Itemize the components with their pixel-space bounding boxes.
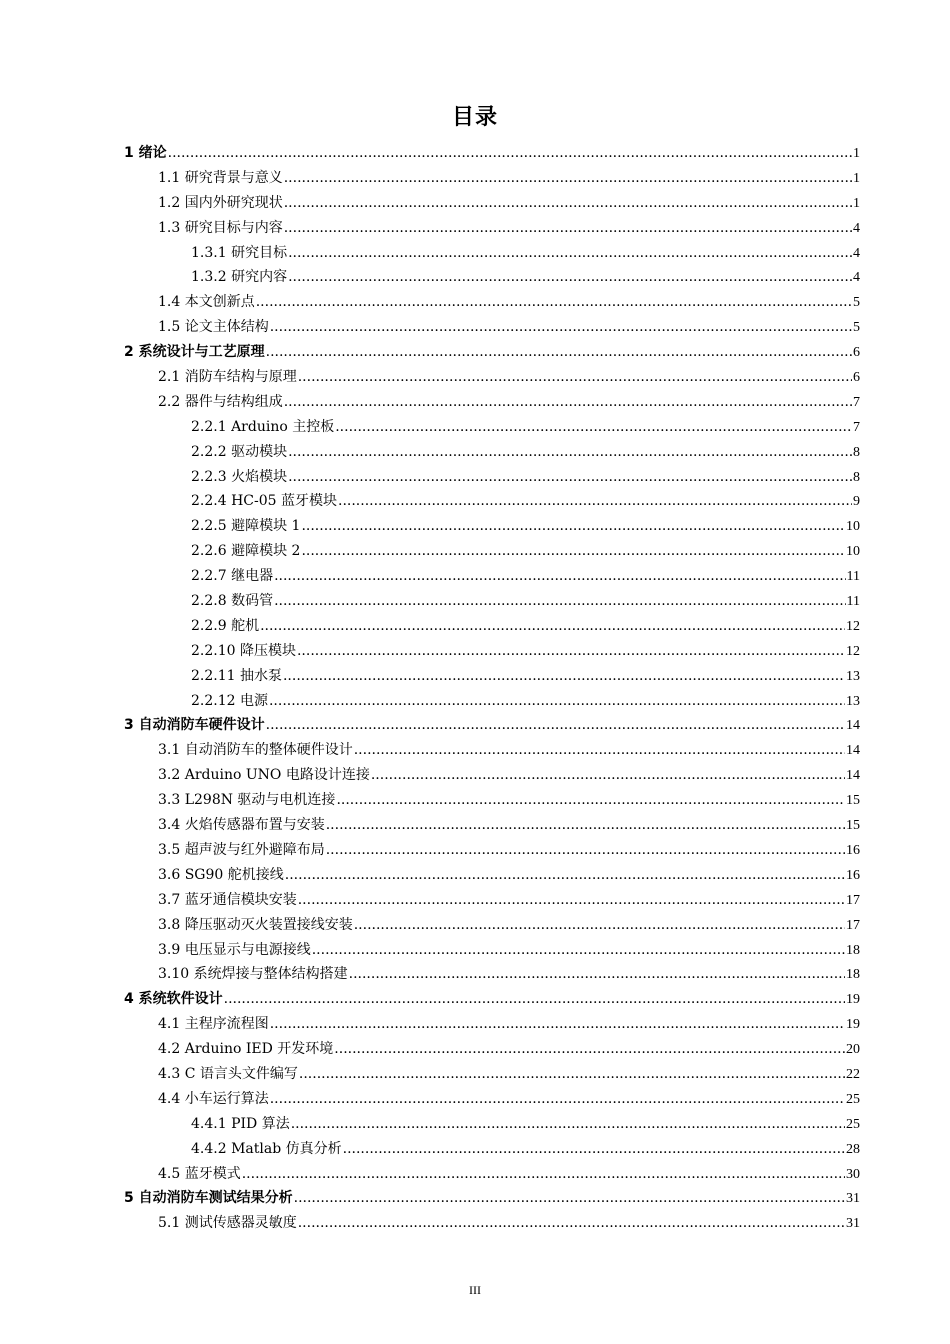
toc-entry-page: 4 — [853, 270, 860, 286]
dot-leader — [284, 390, 852, 415]
toc-entry-title: 4.4.2 Matlab 仿真分析 — [191, 1140, 342, 1157]
toc-entry-page: 14 — [846, 718, 860, 734]
toc-entry-page: 1 — [853, 195, 860, 211]
toc-entry-page: 10 — [846, 519, 860, 535]
toc-entry-page: 14 — [846, 768, 860, 784]
toc-entry-page: 19 — [846, 992, 860, 1008]
toc-entry-title: 5.1 测试传感器灵敏度 — [158, 1215, 297, 1232]
table-of-contents — [124, 141, 860, 1236]
toc-entry-title: 4.5 蓝牙模式 — [158, 1165, 241, 1182]
dot-leader — [288, 241, 852, 266]
toc-entry-title: 4.3 C 语言头文件编写 — [158, 1065, 298, 1082]
toc-entry[interactable] — [124, 415, 860, 440]
dot-leader — [242, 1162, 845, 1187]
toc-entry-title: 1.4 本文创新点 — [158, 294, 255, 311]
toc-entry-page: 13 — [846, 693, 860, 709]
toc-entry-page: 11 — [846, 594, 860, 610]
toc-entry-page: 28 — [846, 1141, 860, 1157]
toc-entry-page: 16 — [846, 842, 860, 858]
toc-entry-page: 17 — [846, 892, 860, 908]
toc-entry[interactable] — [124, 689, 860, 714]
toc-entry[interactable] — [124, 315, 860, 340]
toc-entry-page: 12 — [846, 618, 860, 634]
toc-entry[interactable] — [124, 938, 860, 963]
toc-entry[interactable] — [124, 813, 860, 838]
toc-entry-title: 3.5 超声波与红外避障布局 — [158, 841, 325, 858]
toc-entry[interactable] — [124, 838, 860, 863]
toc-entry-title: 1 绪论 — [124, 145, 167, 161]
toc-entry[interactable] — [124, 1162, 860, 1187]
toc-entry-page: 25 — [846, 1116, 860, 1132]
dot-leader — [284, 191, 852, 216]
dot-leader — [288, 265, 852, 290]
toc-entry-page: 30 — [846, 1166, 860, 1182]
dot-leader — [298, 888, 845, 913]
dot-leader — [288, 440, 852, 465]
toc-entry[interactable] — [124, 888, 860, 913]
dot-leader — [224, 987, 845, 1012]
dot-leader — [291, 1112, 845, 1137]
toc-entry[interactable] — [124, 1186, 860, 1211]
toc-entry[interactable] — [124, 440, 860, 465]
dot-leader — [285, 863, 845, 888]
dot-leader — [336, 788, 845, 813]
toc-entry-title: 2.2.9 舵机 — [191, 617, 260, 634]
toc-entry-title: 4.4.1 PID 算法 — [191, 1115, 290, 1132]
toc-entry-title: 3.1 自动消防车的整体硬件设计 — [158, 742, 353, 759]
toc-entry-title: 1.2 国内外研究现状 — [158, 194, 283, 211]
toc-entry-page: 1 — [853, 146, 860, 161]
toc-entry-page: 25 — [846, 1091, 860, 1107]
toc-entry[interactable] — [124, 913, 860, 938]
toc-entry-page: 10 — [846, 544, 860, 560]
toc-entry-title: 4 系统软件设计 — [124, 991, 223, 1008]
toc-entry[interactable] — [124, 987, 860, 1012]
toc-entry-page: 17 — [846, 917, 860, 933]
toc-entry[interactable] — [124, 639, 860, 664]
toc-entry[interactable] — [124, 763, 860, 788]
toc-entry-page: 6 — [853, 370, 860, 386]
toc-entry[interactable] — [124, 589, 860, 614]
dot-leader — [266, 713, 845, 738]
toc-entry[interactable] — [124, 1037, 860, 1062]
toc-entry[interactable] — [124, 1112, 860, 1137]
page-title: 目录 — [451, 105, 498, 130]
toc-entry-page: 20 — [846, 1042, 860, 1058]
toc-entry-title: 1.3.1 研究目标 — [191, 244, 288, 261]
toc-entry-title: 3.3 L298N 驱动与电机连接 — [158, 792, 336, 809]
dot-leader — [269, 689, 845, 714]
toc-entry[interactable] — [124, 1087, 860, 1112]
toc-entry-page: 9 — [853, 494, 860, 510]
toc-entry-page: 31 — [846, 1191, 860, 1207]
toc-entry[interactable] — [124, 191, 860, 216]
toc-entry-page: 8 — [853, 469, 860, 485]
toc-entry-title: 1.5 论文主体结构 — [158, 319, 269, 336]
toc-entry[interactable] — [124, 241, 860, 266]
dot-leader — [334, 1037, 845, 1062]
dot-leader — [354, 913, 845, 938]
dot-leader — [301, 539, 845, 564]
toc-entry[interactable] — [124, 738, 860, 763]
toc-entry-title: 2.1 消防车结构与原理 — [158, 369, 297, 386]
toc-entry-title: 2.2 器件与结构组成 — [158, 393, 283, 410]
toc-entry-page: 7 — [853, 394, 860, 410]
toc-entry-page: 5 — [853, 295, 860, 311]
dot-leader — [274, 589, 845, 614]
dot-leader — [288, 465, 852, 490]
page-number: III — [469, 1283, 481, 1297]
toc-entry-page: 31 — [846, 1216, 860, 1232]
toc-entry-page: 19 — [846, 1017, 860, 1033]
toc-entry[interactable] — [124, 1062, 860, 1087]
toc-entry-title: 3.7 蓝牙通信模块安装 — [158, 891, 297, 908]
dot-leader — [270, 315, 852, 340]
toc-entry-title: 2.2.6 避障模块 2 — [191, 543, 301, 560]
toc-entry-page: 18 — [846, 967, 860, 983]
toc-entry-title: 2.2.5 避障模块 1 — [191, 518, 301, 535]
toc-entry-title: 2.2.8 数码管 — [191, 593, 274, 610]
toc-entry-title: 2 系统设计与工艺原理 — [124, 344, 265, 361]
toc-entry[interactable] — [124, 514, 860, 539]
toc-entry-title: 4.4 小车运行算法 — [158, 1090, 269, 1107]
toc-entry-page: 18 — [846, 942, 860, 958]
toc-entry-page: 4 — [853, 220, 860, 236]
dot-leader — [299, 1062, 845, 1087]
dot-leader — [326, 838, 845, 863]
toc-entry[interactable] — [124, 1012, 860, 1037]
toc-entry-title: 1.3.2 研究内容 — [191, 269, 288, 286]
toc-entry-title: 3.8 降压驱动灭火装置接线安装 — [158, 916, 353, 933]
dot-leader — [298, 365, 852, 390]
dot-leader — [301, 514, 845, 539]
dot-leader — [312, 938, 845, 963]
dot-leader — [371, 763, 845, 788]
toc-entry-page: 4 — [853, 245, 860, 261]
toc-entry-title: 4.2 Arduino IED 开发环境 — [158, 1041, 334, 1058]
toc-entry[interactable] — [124, 465, 860, 490]
dot-leader — [256, 290, 852, 315]
toc-entry-title: 4.1 主程序流程图 — [158, 1016, 269, 1033]
dot-leader — [343, 1137, 845, 1162]
dot-leader — [270, 1012, 845, 1037]
toc-entry-title: 2.2.11 抽水泵 — [191, 667, 282, 684]
toc-entry-title: 1.1 研究背景与意义 — [158, 169, 283, 186]
toc-entry-title: 3.10 系统焊接与整体结构搭建 — [158, 966, 348, 983]
dot-leader — [294, 1186, 845, 1211]
toc-entry-page: 6 — [853, 345, 860, 361]
toc-entry[interactable] — [124, 788, 860, 813]
toc-entry-title: 2.2.12 电源 — [191, 692, 268, 709]
toc-entry[interactable] — [124, 216, 860, 241]
toc-entry-page: 7 — [853, 419, 860, 435]
toc-entry[interactable] — [124, 713, 860, 738]
toc-entry-title: 3 自动消防车硬件设计 — [124, 717, 265, 734]
dot-leader — [298, 1211, 845, 1236]
toc-entry[interactable] — [124, 962, 860, 987]
toc-entry-page: 14 — [846, 743, 860, 759]
toc-entry[interactable] — [124, 365, 860, 390]
toc-entry[interactable] — [124, 1211, 860, 1236]
dot-leader — [335, 415, 852, 440]
toc-entry-title: 3.4 火焰传感器布置与安装 — [158, 817, 325, 834]
dot-leader — [260, 614, 845, 639]
toc-entry[interactable] — [124, 664, 860, 689]
toc-entry-page: 15 — [846, 818, 860, 834]
toc-entry[interactable] — [124, 141, 860, 166]
dot-leader — [284, 166, 852, 191]
toc-entry-page: 16 — [846, 867, 860, 883]
dot-leader — [168, 141, 852, 166]
toc-entry[interactable] — [124, 390, 860, 415]
dot-leader — [349, 962, 845, 987]
toc-entry-page: 5 — [853, 320, 860, 336]
toc-entry-page: 1 — [853, 170, 860, 186]
dot-leader — [297, 639, 845, 664]
toc-entry[interactable] — [124, 863, 860, 888]
toc-entry-page: 13 — [846, 668, 860, 684]
toc-entry[interactable] — [124, 166, 860, 191]
toc-entry-page: 11 — [846, 569, 860, 585]
toc-entry-title: 5 自动消防车测试结果分析 — [124, 1190, 293, 1207]
toc-entry-title: 2.2.3 火焰模块 — [191, 468, 288, 485]
toc-entry-title: 2.2.4 HC-05 蓝牙模块 — [191, 493, 337, 510]
toc-entry[interactable] — [124, 290, 860, 315]
toc-entry[interactable] — [124, 539, 860, 564]
dot-leader — [354, 738, 845, 763]
toc-entry-title: 3.9 电压显示与电源接线 — [158, 941, 311, 958]
toc-entry[interactable] — [124, 564, 860, 589]
toc-entry-page: 15 — [846, 793, 860, 809]
dot-leader — [266, 340, 852, 365]
toc-entry[interactable] — [124, 489, 860, 514]
toc-entry-title: 2.2.1 Arduino 主控板 — [191, 418, 335, 435]
dot-leader — [270, 1087, 845, 1112]
toc-entry-title: 3.2 Arduino UNO 电路设计连接 — [158, 767, 370, 784]
toc-entry-page: 8 — [853, 444, 860, 460]
toc-entry-title: 2.2.2 驱动模块 — [191, 443, 288, 460]
toc-entry[interactable] — [124, 614, 860, 639]
toc-entry[interactable] — [124, 265, 860, 290]
toc-entry-title: 3.6 SG90 舵机接线 — [158, 866, 284, 883]
dot-leader — [283, 664, 845, 689]
toc-entry-page: 12 — [846, 643, 860, 659]
toc-entry-title: 1.3 研究目标与内容 — [158, 219, 283, 236]
dot-leader — [326, 813, 845, 838]
toc-entry[interactable] — [124, 340, 860, 365]
dot-leader — [338, 489, 852, 514]
toc-entry[interactable] — [124, 1137, 860, 1162]
toc-entry-title: 2.2.7 继电器 — [191, 568, 274, 585]
toc-entry-title: 2.2.10 降压模块 — [191, 642, 296, 659]
toc-entry-page: 22 — [846, 1066, 860, 1082]
dot-leader — [284, 216, 852, 241]
dot-leader — [274, 564, 845, 589]
